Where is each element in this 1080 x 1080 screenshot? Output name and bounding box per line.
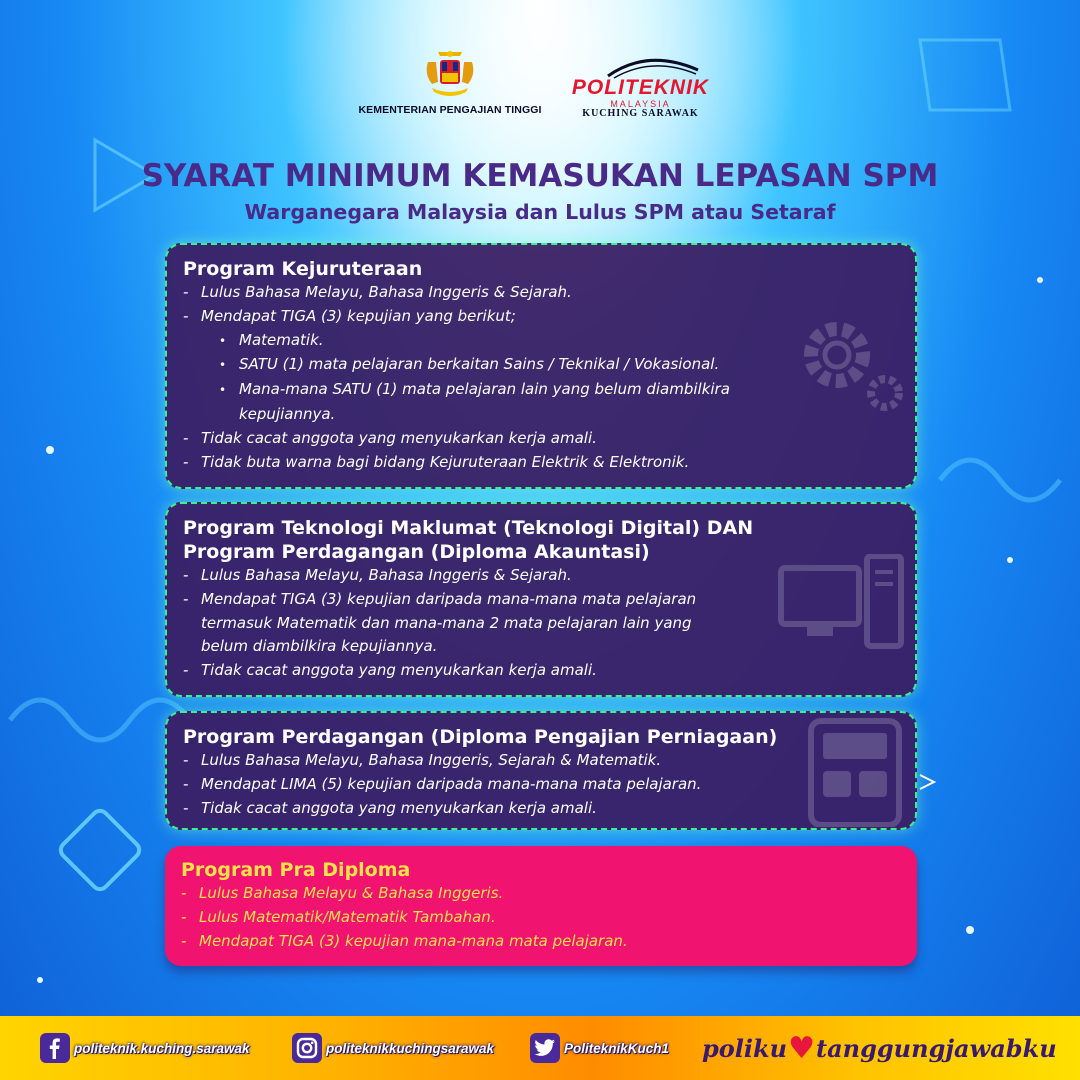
slogan-right: tanggungjawabku (816, 1033, 1057, 1063)
requirement-item: - Lulus Bahasa Melayu, Bahasa Inggeris & Sejarah. (183, 283, 572, 301)
requirement-subitem: • SATU (1) mata pelajaran berkaitan Sains / Teknikal / Vokasional. (219, 355, 720, 374)
page-title: SYARAT MINIMUM KEMASUKAN LEPASAN SPM (141, 158, 939, 194)
twitter-icon (530, 1033, 560, 1063)
heart-icon: ♥ (788, 1030, 816, 1066)
requirement-item: - Lulus Matematik/Matematik Tambahan. (181, 907, 496, 926)
requirement-item: - Tidak cacat anggota yang menyukarkan kerja amali. (183, 661, 597, 680)
requirement-item: - Tidak buta warna bagi bidang Kejuruteraan Elektrik & Elektronik. (183, 452, 690, 471)
coat-of-arms-icon (420, 48, 480, 102)
facebook-link[interactable] (40, 1030, 250, 1066)
facebook-icon (40, 1033, 70, 1063)
instagram-icon (292, 1033, 322, 1063)
requirement-item: - Mendapat TIGA (3) kepujian mana-mana mata pelajaran. (181, 931, 628, 950)
section-heading: Program Teknologi Maklumat (Teknologi Digital) DAN (183, 517, 754, 539)
requirement-item: - Tidak cacat anggota yang menyukarkan kerja amali. (183, 798, 597, 817)
politeknik-country: MALAYSIA (610, 99, 671, 109)
instagram-handle: politeknikkuchingsarawak (326, 1040, 495, 1056)
instagram-link[interactable] (292, 1030, 494, 1066)
section-heading: Program Perdagangan (Diploma Pengajian Perniagaan) (183, 726, 778, 748)
facebook-handle: politeknik.kuching.sarawak (74, 1040, 250, 1056)
section-teknologi-maklumat (165, 502, 917, 697)
section-heading: Program Pra Diploma (181, 859, 411, 881)
requirement-item-continued: belum diambilkira kepujiannya. (201, 637, 438, 656)
requirement-item: - Lulus Bahasa Melayu & Bahasa Inggeris. (181, 884, 504, 902)
requirement-item: - Tidak cacat anggota yang menyukarkan kerja amali. (183, 428, 597, 447)
requirement-subitem-continued: kepujiannya. (239, 404, 336, 423)
section-kejuruteraan (165, 243, 917, 489)
section-pra-diploma (165, 846, 917, 966)
politeknik-wordmark: POLITEKNIK (571, 76, 710, 99)
requirement-subitem: • Matematik. (219, 330, 324, 349)
section-pengajian-perniagaan (165, 711, 917, 830)
politeknik-logo (548, 50, 733, 120)
twitter-link[interactable] (530, 1030, 669, 1066)
twitter-handle: PoliteknikKuch1 (564, 1040, 670, 1056)
ministry-logo (350, 48, 550, 120)
requirement-item: - Lulus Bahasa Melayu, Bahasa Inggeris & Sejarah. (183, 566, 572, 584)
requirement-item: - Mendapat LIMA (5) kepujian daripada mana-mana mata pelajaran. (183, 774, 702, 793)
social-footer (0, 1016, 1080, 1080)
requirement-item-continued: termasuk Matematik dan mana-mana 2 mata pelajaran lain yang (201, 613, 692, 632)
section-heading: Program Kejuruteraan (183, 258, 423, 280)
requirement-item: - Mendapat TIGA (3) kepujian yang berikut; (183, 306, 516, 325)
requirement-item: - Lulus Bahasa Melayu, Bahasa Inggeris, Sejarah & Matematik. (183, 751, 662, 769)
section-heading-second-line: Program Perdagangan (Diploma Akauntasi) (183, 541, 650, 563)
slogan-left: poliku (702, 1033, 788, 1063)
requirement-subitem: • Mana-mana SATU (1) mata pelajaran lain yang belum diambilkira (219, 380, 730, 399)
slogan (702, 1028, 1057, 1068)
requirement-item: - Mendapat TIGA (3) kepujian daripada mana-mana mata pelajaran (183, 589, 697, 608)
politeknik-location: KUCHING SARAWAK (582, 108, 699, 119)
ministry-label: KEMENTERIAN PENGAJIAN TINGGI (358, 104, 542, 116)
page-subtitle: Warganegara Malaysia dan Lulus SPM atau Setaraf (244, 200, 836, 224)
